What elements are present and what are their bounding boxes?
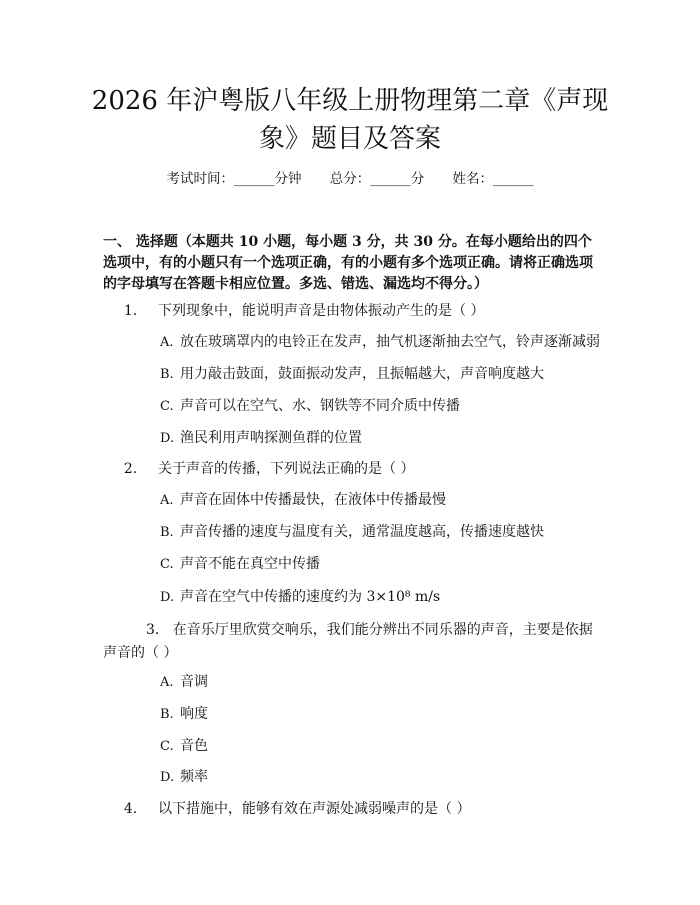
question-2 xyxy=(103,458,603,481)
question-3 xyxy=(103,619,603,665)
question-number: 2. xyxy=(123,461,138,477)
question-1-option-a xyxy=(160,332,620,353)
option-letter: D. xyxy=(160,431,175,446)
option-letter: A. xyxy=(160,493,174,508)
option-text: 声音可以在空气、水、钢铁等不同介质中传播 xyxy=(180,398,460,414)
option-text: 频率 xyxy=(180,769,208,785)
question-number: 1. xyxy=(123,303,138,319)
option-text: 音调 xyxy=(180,674,208,690)
question-1 xyxy=(103,300,603,323)
question-2-option-c xyxy=(160,554,620,575)
question-2-option-a xyxy=(160,490,620,511)
option-text: 声音不能在真空中传播 xyxy=(180,556,320,572)
option-text: 声音在固体中传播最快，在液体中传播最慢 xyxy=(180,492,446,508)
option-text: 用力敲击鼓面，鼓面振动发声，且振幅越大，声音响度越大 xyxy=(180,366,544,382)
question-4 xyxy=(103,798,603,821)
option-letter: D. xyxy=(160,770,175,785)
question-text: 下列现象中，能说明声音是由物体振动产生的是（ ） xyxy=(158,303,485,319)
document-title: 2026 年沪粤版八年级上册物理第二章《声现象》题目及答案 xyxy=(91,86,609,154)
exam-time-field: 考试时间：______分钟 xyxy=(166,171,302,187)
question-3-option-b xyxy=(160,704,620,725)
question-2-option-d xyxy=(160,587,620,608)
option-letter: C. xyxy=(160,557,174,572)
question-3-option-a xyxy=(160,672,620,693)
option-text: 放在玻璃罩内的电铃正在发声，抽气机逐渐抽去空气，铃声逐渐减弱 xyxy=(180,334,600,350)
question-text: 在音乐厅里欣赏交响乐，我们能分辨出不同乐器的声音，主要是依据声音的（ ） xyxy=(103,622,593,661)
option-letter: A. xyxy=(160,335,174,350)
exam-score-field: 总分：______分 xyxy=(329,171,425,187)
option-letter: D. xyxy=(160,590,175,605)
option-letter: B. xyxy=(160,367,174,382)
question-3-option-c xyxy=(160,736,620,757)
question-3-option-d xyxy=(160,767,620,788)
option-letter: A. xyxy=(160,675,174,690)
question-text: 以下措施中，能够有效在声源处减弱噪声的是（ ） xyxy=(158,801,471,817)
option-letter: B. xyxy=(160,707,174,722)
question-number: 4. xyxy=(123,801,138,817)
exam-info xyxy=(0,170,700,188)
option-text: 响度 xyxy=(180,706,208,722)
question-number: 3. xyxy=(146,622,160,638)
option-text: 声音在空气中传播的速度约为 3×10⁸ m/s xyxy=(180,589,441,605)
question-2-option-b xyxy=(160,522,620,543)
option-text: 渔民利用声呐探测鱼群的位置 xyxy=(180,430,362,446)
section-heading: 一、 选择题（本题共 10 小题，每小题 3 分，共 30 分。在每小题给出的四个选项中，有的小题只有一个选项正确，有的小题有多个选项正确。请将正确选项的字母填写在答题卡相应位置。多选、错选、漏选均不得分。） xyxy=(103,234,593,292)
option-text: 音色 xyxy=(180,738,208,754)
question-text: 关于声音的传播，下列说法正确的是（ ） xyxy=(158,461,415,477)
option-text: 声音传播的速度与温度有关，通常温度越高，传播速度越快 xyxy=(180,524,544,540)
option-letter: B. xyxy=(160,525,174,540)
exam-name-field: 姓名：______ xyxy=(452,171,534,187)
option-letter: C. xyxy=(160,739,174,754)
question-1-option-b xyxy=(160,364,620,385)
question-1-option-c xyxy=(160,396,620,417)
question-1-option-d xyxy=(160,428,620,449)
option-letter: C. xyxy=(160,399,174,414)
